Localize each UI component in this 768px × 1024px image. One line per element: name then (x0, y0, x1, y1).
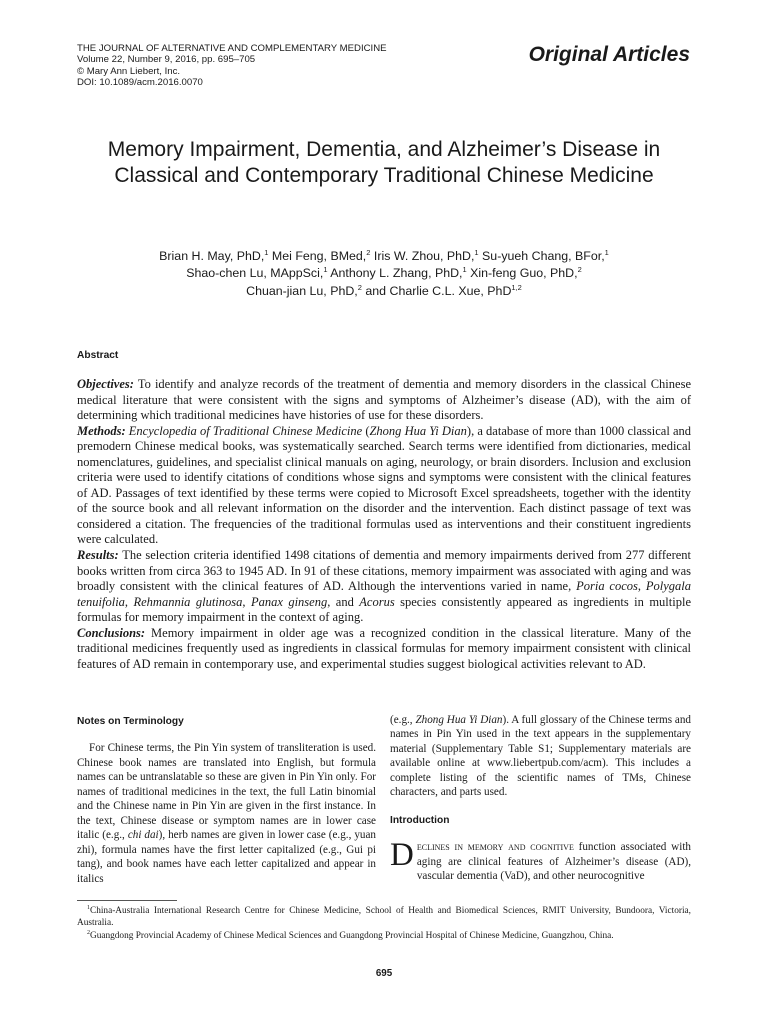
author: Su-yueh Chang, BFor,$^1$ (482, 247, 609, 263)
author: Shao-chen Lu, MAppSci,$^1$ (186, 265, 328, 281)
footnote: $^1$China-Australia International Research Centre for Chinese Medicine, School of Health and Biomedical Sciences, RMIT University, Bundoora, Victoria, Australia. (77, 904, 691, 928)
introduction-heading: Introduction (390, 814, 450, 826)
abstract-conclusions: Conclusions: Memory impairment in older age was a recognized condition in the classical literature. Many of the traditional medicines frequently used as ingredients in classical formulas for memory impairment consistent with clinical features of AD remain in contemporary use, and experimental studies suggest biological activities relevant to AD. (77, 625, 691, 671)
author: Iris W. Zhou, PhD,$^1$ (373, 247, 479, 263)
author: Anthony L. Zhang, PhD,$^1$ (330, 265, 467, 281)
volume-info: Volume 22, Number 9, 2016, pp. 695–705 (77, 54, 256, 66)
author: Mei Feng, BMed,$^2$ (271, 247, 371, 263)
journal-info (77, 43, 387, 89)
notes-heading: Notes on Terminology (77, 716, 184, 727)
author: Chuan-jian Lu, PhD,$^2$ (246, 282, 362, 298)
abstract-objectives: Objectives: To identify and analyze records of the treatment of dementia and memory disorders in the classical Chinese medical literature that were consistent with the signs and symptoms of Alzheimer’s disease (AD), with the aim of determining which traditional medicines have histories of use for these disorders. (77, 377, 691, 423)
introduction-paragraph: Declines in memory and cognitive function associated with aging are clinical features of Alzheimer’s disease (AD), vascular dementia (VaD), and other neurocognitive (390, 837, 691, 883)
author-list (77, 248, 691, 300)
abstract-body (77, 377, 691, 672)
drop-cap: D (390, 837, 414, 874)
copyright-line: © Mary Ann Liebert, Inc. (77, 65, 181, 77)
author: and Charlie C.L. Xue, PhD$^{1,2}$ (365, 282, 522, 298)
abstract-results: Results: The selection criteria identified 1498 citations of dementia and memory impairments derived from 277 different books written from circa 363 to 1945 AD. In 91 of these citations, memory impairment was associated with aging and was broadly consistent with the clinical features of AD. Although the interventions varied in name, Poria cocos, Polygala tenuifolia, Rehmannia glutinosa, Panax ginseng, and Acorus species consistently appeared as ingredients in multiple formulas for memory impairment in the context of aging. (77, 548, 692, 625)
notes-paragraph: For Chinese terms, the Pin Yin system of transliteration is used. Chinese book names are translated into English, but formula names can be untranslatable so these are given in Pin Yin only. For names of traditional medicines in the text, the full Latin binomial and the Chinese name in Pin Yin are given in the first instance. In the text, Chinese disease or symptom names are in lower case italic (e.g., chi dai), herb names are given in lower case (e.g., yuan zhi), formula names have the first letter capitalized (e.g., Gui pi tang), and book names have each letter capitalized and appear in italics (77, 742, 376, 885)
article-title: Memory Impairment, Dementia, and Alzheimer’s Disease in Classical and Contemporary Traditional Chinese Medicine (107, 138, 661, 187)
section-label: Original Articles (528, 43, 690, 66)
footnote-divider (77, 900, 177, 901)
notes-continuation: (e.g., Zhong Hua Yi Dian). A full glossary of the Chinese terms and names in Pin Yin used in the text appears in the supplementary material (Supplementary Table S1; Supplementary materials are available online at www.liebertpub.com/acm). This includes a complete listing of the scientific names of TMs, Chinese characters, and parts used. (390, 714, 691, 799)
affiliation-footnotes (77, 906, 691, 943)
abstract-heading: Abstract (77, 350, 119, 361)
right-column (390, 713, 691, 884)
journal-name: THE JOURNAL OF ALTERNATIVE AND COMPLEMENTARY MEDICINE (77, 43, 387, 54)
footnote: $^2$Guangdong Provincial Academy of Chinese Medical Sciences and Guangdong Provincial Hospital of Chinese Medicine, Guangzhou, China. (87, 929, 614, 941)
author: Brian H. May, PhD,$^1$ (159, 247, 269, 263)
author: Xin-feng Guo, PhD,$^2$ (470, 265, 582, 281)
left-column (77, 715, 376, 886)
doi-link[interactable]: DOI: 10.1089/acm.2016.0070 (77, 77, 203, 89)
page-number: 695 (375, 968, 393, 979)
abstract-methods: Methods: Encyclopedia of Traditional Chinese Medicine (Zhong Hua Yi Dian), a database of more than 1000 classical and premodern Chinese medical books, was systematically searched. Search terms were identified from dictionaries, medical nomenclatures, guidelines, and specialist clinical manuals on aging, neurology, or brain disorders. Inclusion and exclusion criteria were used to identify citations of conditions whose signs and symptoms were consistent with the clinical features of AD. Passages of text identified by these terms were copied to Microsoft Excel spreadsheets, together with the identity of the source book and all relevant information on the disorder and the intervention. Each distinct passage of text was considered a citation. The frequencies of the traditional formulas used as interventions and their constituent ingredients were calculated. (77, 423, 691, 547)
